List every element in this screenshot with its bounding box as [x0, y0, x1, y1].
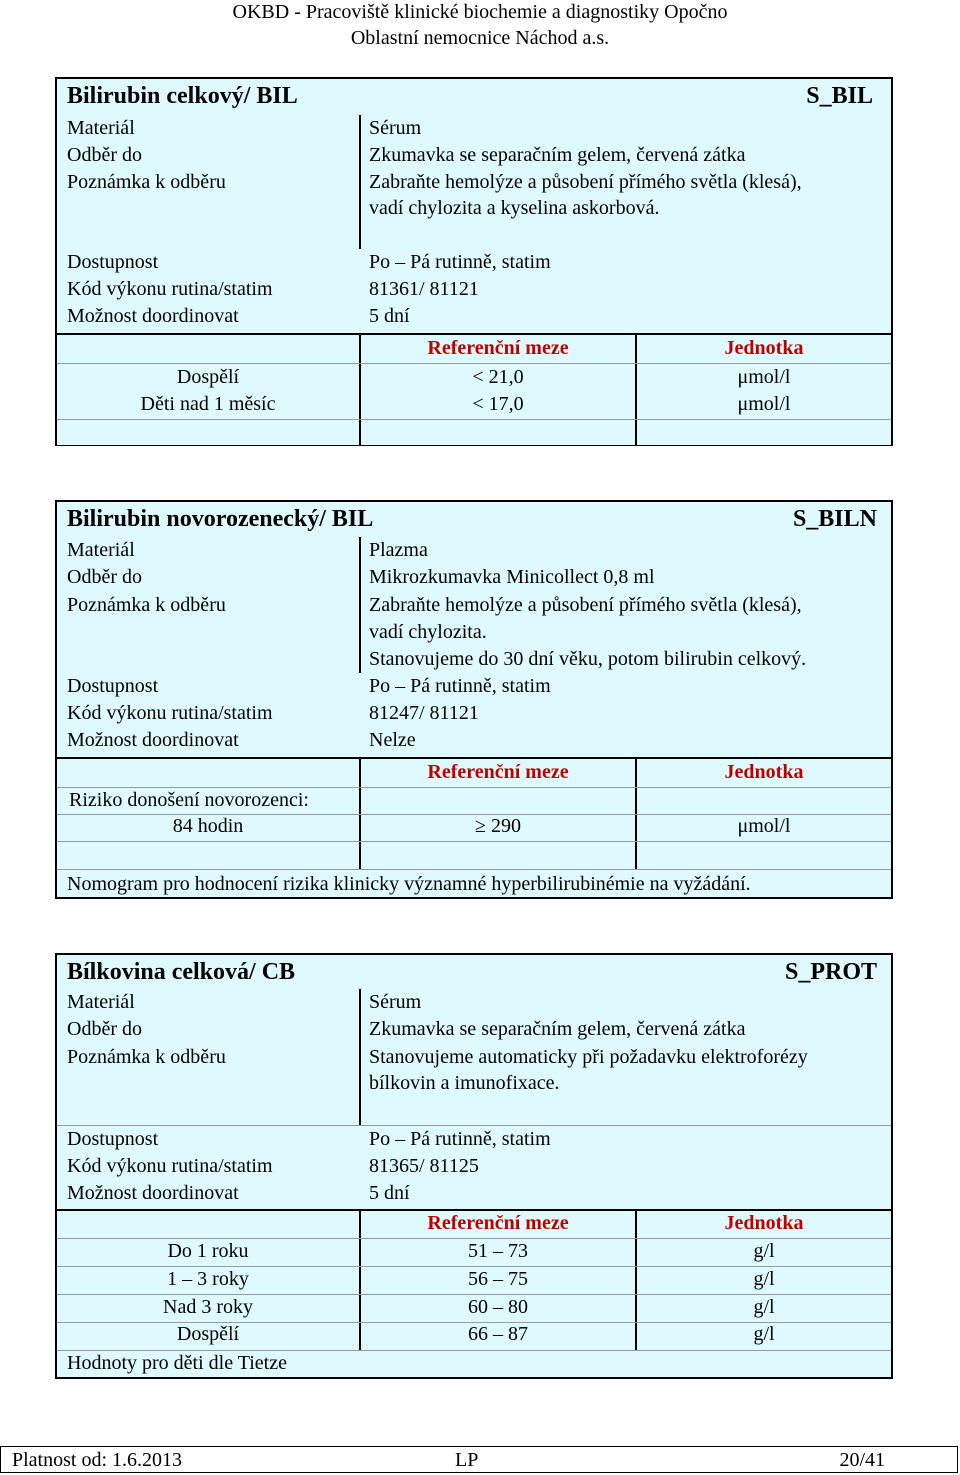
- dostupnost-row: [57, 673, 891, 701]
- doordinovat-label: Možnost doordinovat: [67, 1182, 239, 1204]
- ref-value: 60 – 80: [468, 1296, 528, 1318]
- ref-value: 66 – 87: [468, 1323, 528, 1345]
- poznamka-line-1: Stanovujeme automaticky při požadavku elektroforézy: [369, 1046, 808, 1068]
- material-value: Sérum: [369, 117, 422, 139]
- doordinovat-row: [57, 303, 891, 335]
- ref-value: < 17,0: [472, 393, 524, 415]
- odber-value: Mikrozkumavka Minicollect 0,8 ml: [369, 566, 655, 588]
- doordinovat-row: [57, 727, 891, 759]
- ref-header: Referenční meze: [427, 337, 569, 359]
- material-label: Materiál: [67, 539, 135, 561]
- empty-row: [57, 842, 891, 870]
- poznamka-line-2: vadí chylozita a kyselina askorbová.: [369, 197, 660, 219]
- kod-label: Kód výkonu rutina/statim: [67, 278, 273, 300]
- footer-validity: Platnost od: 1.6.2013: [12, 1449, 183, 1471]
- ref-row: [57, 1239, 891, 1267]
- note-row: [57, 870, 891, 897]
- doordinovat-label: Možnost doordinovat: [67, 305, 239, 327]
- ref-group: Dospělí: [176, 366, 240, 388]
- risk-label: Riziko donošení novorozenci:: [69, 789, 309, 811]
- kod-row: [57, 276, 891, 304]
- unit-header: Jednotka: [724, 761, 804, 783]
- doordinovat-value: Nelze: [369, 729, 416, 751]
- footer-doc-code: LP: [455, 1449, 479, 1471]
- ref-value: 51 – 73: [468, 1240, 528, 1262]
- card-title-row: [57, 79, 891, 116]
- ref-value: 56 – 75: [468, 1268, 528, 1290]
- poznamka-line-3: Stanovujeme do 30 dní věku, potom bilirubin celkový.: [369, 648, 807, 670]
- ref-row: [57, 392, 891, 420]
- ref-header-row: [57, 335, 891, 364]
- ref-unit: g/l: [753, 1323, 775, 1345]
- poznamka-line-2: vadí chylozita.: [369, 621, 487, 643]
- ref-row: [57, 364, 891, 393]
- ref-value: ≥ 290: [475, 815, 521, 837]
- odber-value: Zkumavka se separačním gelem, červená zátka: [369, 1018, 746, 1040]
- doordinovat-value: 5 dní: [369, 1182, 410, 1204]
- info-block: [57, 115, 891, 250]
- card-title-row: [57, 955, 891, 990]
- material-value: Sérum: [369, 991, 422, 1013]
- ref-row: [57, 815, 891, 842]
- dostupnost-value: Po – Pá rutinně, statim: [369, 1128, 551, 1150]
- poznamka-line-1: Zabraňte hemolýze a působení přímého světla (klesá),: [369, 594, 802, 616]
- ref-unit: μmol/l: [737, 393, 791, 415]
- ref-group: Do 1 roku: [167, 1240, 249, 1262]
- material-label: Materiál: [67, 991, 135, 1013]
- ref-header-row: [57, 759, 891, 788]
- dostupnost-value: Po – Pá rutinně, statim: [369, 675, 551, 697]
- dostupnost-value: Po – Pá rutinně, statim: [369, 251, 551, 273]
- poznamka-line-2: bílkovin a imunofixace.: [369, 1072, 560, 1094]
- ref-group: 1 – 3 roky: [167, 1268, 249, 1290]
- document-header-title: OKBD - Pracoviště klinické biochemie a diagnostiky Opočno: [232, 1, 728, 23]
- card-title-row: [57, 502, 891, 538]
- card-title: Bilirubin novorozenecký/ BIL: [67, 506, 374, 532]
- unit-header: Jednotka: [724, 1212, 804, 1234]
- test-card-bilirubin-celkovy: [55, 77, 893, 446]
- card-note: Nomogram pro hodnocení rizika klinicky významné hyperbilirubinémie na vyžádání.: [67, 873, 751, 895]
- ref-row: [57, 1267, 891, 1295]
- poznamka-label: Poznámka k odběru: [67, 594, 226, 616]
- card-code: S_BILN: [792, 506, 877, 532]
- risk-row: [57, 788, 891, 815]
- ref-unit: g/l: [753, 1268, 775, 1290]
- odber-label: Odběr do: [67, 566, 142, 588]
- poznamka-label: Poznámka k odběru: [67, 171, 226, 193]
- dostupnost-row: [57, 1126, 891, 1154]
- kod-value: 81365/ 81125: [369, 1155, 479, 1177]
- dostupnost-label: Dostupnost: [67, 1128, 159, 1150]
- test-card-bilkovina-celkova: [55, 953, 893, 1379]
- info-block: [57, 989, 891, 1126]
- doordinovat-row: [57, 1180, 891, 1211]
- note-row: [57, 1351, 891, 1377]
- doordinovat-label: Možnost doordinovat: [67, 729, 239, 751]
- odber-label: Odběr do: [67, 1018, 142, 1040]
- dostupnost-label: Dostupnost: [67, 675, 159, 697]
- kod-row: [57, 700, 891, 728]
- test-card-bilirubin-novorozenecky: [55, 500, 893, 899]
- material-label: Materiál: [67, 117, 135, 139]
- odber-label: Odběr do: [67, 144, 142, 166]
- card-title: Bilirubin celkový/ BIL: [67, 83, 298, 109]
- ref-unit: g/l: [753, 1240, 775, 1262]
- ref-group: Nad 3 roky: [163, 1296, 253, 1318]
- document-header-subtitle: Oblastní nemocnice Náchod a.s.: [350, 27, 610, 49]
- card-title: Bílkovina celková/ CB: [67, 959, 296, 985]
- card-note: Hodnoty pro děti dle Tietze: [67, 1352, 287, 1374]
- empty-row: [57, 419, 891, 445]
- ref-group: 84 hodin: [172, 815, 244, 837]
- ref-header-row: [57, 1211, 891, 1239]
- poznamka-line-1: Zabraňte hemolýze a působení přímého světla (klesá),: [369, 171, 802, 193]
- kod-row: [57, 1153, 891, 1181]
- dostupnost-label: Dostupnost: [67, 251, 159, 273]
- poznamka-label: Poznámka k odběru: [67, 1046, 226, 1068]
- odber-value: Zkumavka se separačním gelem, červená zátka: [369, 144, 746, 166]
- footer-page-number: 20/41: [839, 1449, 885, 1471]
- ref-unit: μmol/l: [737, 366, 791, 388]
- unit-header: Jednotka: [724, 337, 804, 359]
- kod-label: Kód výkonu rutina/statim: [67, 702, 273, 724]
- ref-group: Děti nad 1 měsíc: [140, 393, 276, 415]
- ref-value: < 21,0: [472, 366, 524, 388]
- kod-value: 81361/ 81121: [369, 278, 479, 300]
- ref-unit: g/l: [753, 1296, 775, 1318]
- ref-group: Dospělí: [176, 1323, 240, 1345]
- material-value: Plazma: [369, 539, 428, 561]
- doordinovat-value: 5 dní: [369, 305, 410, 327]
- ref-unit: μmol/l: [737, 815, 791, 837]
- card-code: S_PROT: [784, 959, 877, 985]
- ref-row: [57, 1295, 891, 1323]
- ref-row: [57, 1323, 891, 1351]
- kod-value: 81247/ 81121: [369, 702, 479, 724]
- page-footer: [0, 1446, 958, 1473]
- ref-header: Referenční meze: [427, 761, 569, 783]
- ref-header: Referenční meze: [427, 1212, 569, 1234]
- dostupnost-row: [57, 249, 891, 277]
- kod-label: Kód výkonu rutina/statim: [67, 1155, 273, 1177]
- card-code: S_BIL: [806, 83, 873, 109]
